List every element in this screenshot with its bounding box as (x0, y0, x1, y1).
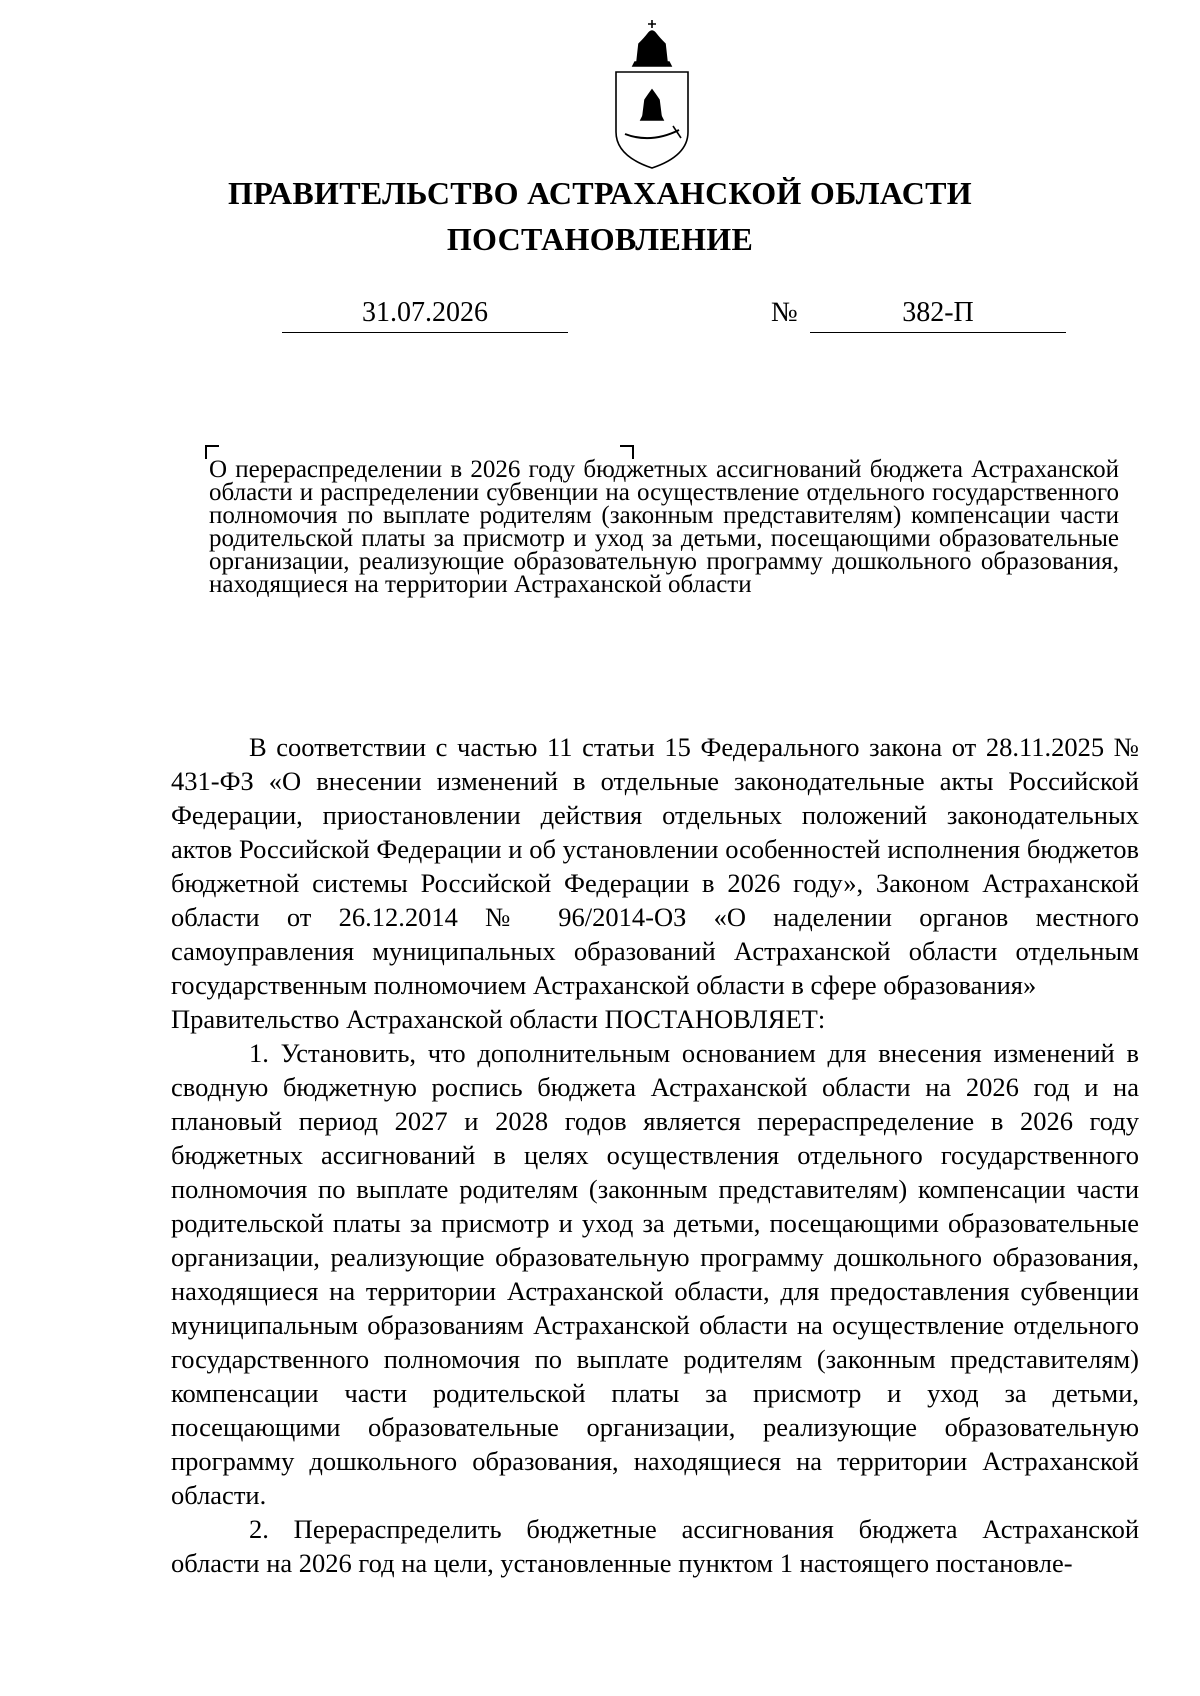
document-number: 382-П (810, 294, 1066, 333)
item-1-paragraph: 1. Установить, что дополнительным основанием для внесения изменений в сводную бюджетную роспись бюджета Астраханской области на 2026 год и на плановый период 2027 и 2028 годов является перераспределение в 2026 году бюджетных ассигнований в целях осуществления отдельного государственного полномочия по выплате родителям (законным представителям) компенсации части родительской платы за присмотр и уход за детьми, посещающими образовательные организации, реализующие образовательную программу дошкольного образования, находящиеся на территории Астраханской области, для предоставления субвенции муниципальным образованиям Астраханской области на осуществление отдельного государственного полномочия по выплате родителям (законным представителям) компенсации части родительской платы за присмотр и уход за детьми, посещающими образовательные организации, реализующие образовательную программу дошкольного образования, находящиеся на территории Астраханской области. (171, 1038, 1139, 1510)
resolves-line: Правительство Астраханской области ПОСТАНОВЛЯЕТ: (171, 1004, 826, 1034)
item-2-paragraph: 2. Перераспределить бюджетные ассигнования бюджета Астраханской области на 2026 год на цели, установленные пунктом 1 настоящего постановле- (171, 1514, 1139, 1578)
number-sign: № (771, 297, 798, 328)
government-title: ПРАВИТЕЛЬСТВО АСТРАХАНСКОЙ ОБЛАСТИ (228, 175, 972, 211)
document-date: 31.07.2026 (282, 294, 568, 333)
document-header (0, 170, 1200, 262)
coat-of-arms-emblem (611, 16, 693, 172)
preamble-paragraph: В соответствии с частью 11 статьи 15 Федерального закона от 28.11.2025 № 431-ФЗ «О внесении изменений в отдельные законодательные акты Российской Федерации, приостановлении действия отдельных положений законодательных актов Российской Федерации и об установлении особенностей исполнения бюджетов бюджетной системы Российской Федерации в 2026 году», Законом Астраханской области от 26.12.2014 № 96/2014-ОЗ «О наделении органов местного самоуправления муниципальных образований Астраханской области отдельным государственным полномочием Астраханской области в сфере образования» (171, 732, 1139, 1000)
document-body (171, 730, 1139, 1580)
document-subject: О перераспределении в 2026 году бюджетных ассигнований бюджета Астраханской области и распределении субвенции на осуществление отдельного государственного полномочия по выплате родителям (законным представителям) компенсации части родительской платы за присмотр и уход за детьми, посещающими образовательные организации, реализующие образовательную программу дошкольного образования, находящиеся на территории Астраханской области (209, 456, 1119, 598)
document-type: ПОСТАНОВЛЕНИЕ (446, 221, 754, 257)
